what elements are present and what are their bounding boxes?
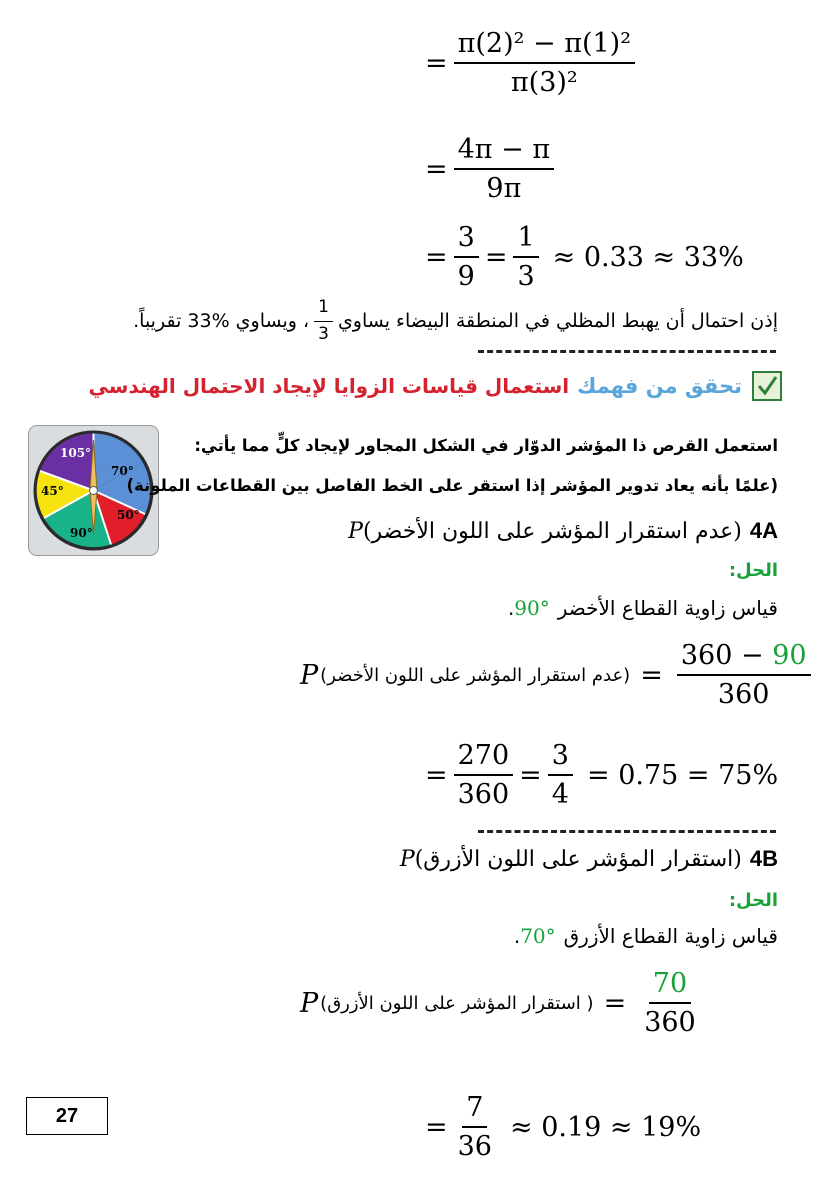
q4b-number: 4B — [749, 846, 778, 871]
divider — [478, 830, 776, 833]
q4a-eq1-num-b: 90 — [772, 640, 807, 671]
divider — [478, 350, 776, 353]
q4a-eq1-p: P — [300, 659, 319, 691]
q4b-eq1-event: ( استقرار المؤشر على اللون الأزرق) — [320, 992, 594, 1014]
q4a-event: (عدم استقرار المؤشر على اللون الأخضر) — [362, 518, 742, 544]
instruction-text: استعمل القرص ذا المؤشر الدوّار في الشكل المجاور لإيجاد كلٍّ مما يأتي: — [194, 436, 778, 455]
label-70: 70° — [111, 464, 134, 478]
page-number: 27 — [26, 1097, 108, 1135]
frac-numerator: 270 — [454, 740, 514, 776]
q4a-angle-value: 90° — [514, 596, 550, 620]
conclusion-part1: إذن احتمال أن يهبط المظلي في المنطقة البيضاء يساوي — [337, 310, 778, 333]
q4b-heading — [400, 846, 778, 872]
q4a-angle-line: قياس زاوية القطاع الأخضر 90° . — [507, 596, 778, 620]
conclusion-part2: ، ويساوي %33 تقريباً. — [133, 310, 310, 333]
frac-numerator: 3 — [548, 740, 573, 776]
checkmark-icon — [752, 371, 782, 401]
label-45: 45° — [41, 484, 64, 498]
label-90: 90° — [70, 526, 93, 540]
q4b-angle-text: قياس زاوية القطاع الأزرق — [563, 924, 778, 948]
intro-eq-line1: = $\frac{\text{π(2)² − π(1)²}}{\text{π(3)²}}$ — [425, 28, 641, 98]
q4b-angle-value: 70° — [520, 924, 556, 948]
q4b-eq1: P ( استقرار المؤشر على اللون الأزرق) = $\frac{70}{360}$ — [300, 968, 706, 1038]
frac-denominator: 9π — [486, 173, 522, 205]
frac-numerator: 1 — [513, 222, 538, 258]
frac-denominator: 3 — [318, 323, 329, 344]
frac-denominator: 4 — [551, 779, 569, 811]
frac-numerator: 70 — [649, 968, 691, 1004]
label-105: 105° — [60, 446, 92, 460]
q4a-solution-label: الحل: — [728, 560, 778, 581]
frac-numerator: π(2)² − π(1)² — [454, 28, 635, 64]
frac-denominator: 360 — [717, 679, 770, 711]
approx-result: ≈ 0.33 ≈ 33% — [552, 241, 744, 273]
q4b-solution-label: الحل: — [728, 890, 778, 911]
frac-denominator: 360 — [644, 1007, 696, 1039]
intro-eq-line3: = $\frac{3}{9}$ = $\frac{1}{3}$ ≈ 0.33 ≈ 33% — [425, 222, 744, 293]
q4a-p: P — [348, 518, 363, 544]
q4a-eq2: = $\frac{270}{360}$ = $\frac{3}{4}$ = 0.75 = 75% — [425, 740, 779, 811]
q4b-eq1-p: P — [300, 987, 319, 1019]
check-title: استعمال قياسات الزوايا لإيجاد الاحتمال الهندسي — [88, 374, 570, 398]
frac-denominator: 3 — [517, 261, 535, 293]
check-label: تحقق من فهمك — [577, 374, 742, 398]
q4a-eq1-event: (عدم استقرار المؤشر على اللون الأخضر) — [320, 664, 631, 686]
note-text: (علمًا بأنه يعاد تدوير المؤشر إذا استقر على الخط الفاصل بين القطاعات الملونة) — [126, 476, 778, 495]
q4b-angle-line: قياس زاوية القطاع الأزرق 70° . — [513, 924, 778, 948]
frac-denominator: 9 — [457, 261, 475, 293]
frac-numerator: 7 — [462, 1092, 487, 1128]
frac-denominator: 360 — [457, 779, 510, 811]
check-header — [89, 364, 782, 408]
intro-eq-line2: = $\frac{4\pi - \pi}{9\pi}$ — [425, 134, 560, 204]
q4b-result: ≈ 0.19 ≈ 19% — [509, 1111, 702, 1143]
frac-denominator: π(3)² — [510, 67, 578, 99]
q4b-p: P — [399, 846, 415, 872]
q4a-heading — [348, 518, 778, 544]
q4a-eq1-num-a: 360 − — [680, 640, 764, 671]
q4a-angle-text: قياس زاوية القطاع الأخضر — [557, 596, 778, 620]
frac-denominator: 36 — [457, 1131, 492, 1163]
q4b-event: (استقرار المؤشر على اللون الأزرق) — [414, 846, 742, 872]
frac-numerator: 4π − π — [454, 134, 554, 170]
frac-numerator — [677, 640, 811, 676]
conclusion-line — [133, 298, 778, 344]
frac-numerator: 3 — [454, 222, 479, 258]
q4a-eq1: P (عدم استقرار المؤشر على اللون الأخضر) = $\frac{360 - 90}{360}$ — [300, 640, 817, 710]
pointer-hub — [90, 487, 98, 495]
q4a-result: = 0.75 = 75% — [586, 759, 779, 791]
q4a-number: 4A — [749, 518, 778, 543]
label-50: 50° — [117, 508, 140, 522]
q4b-eq2: = $\frac{7}{36}$ ≈ 0.19 ≈ 19% — [425, 1092, 702, 1163]
frac-numerator: 1 — [314, 298, 333, 322]
